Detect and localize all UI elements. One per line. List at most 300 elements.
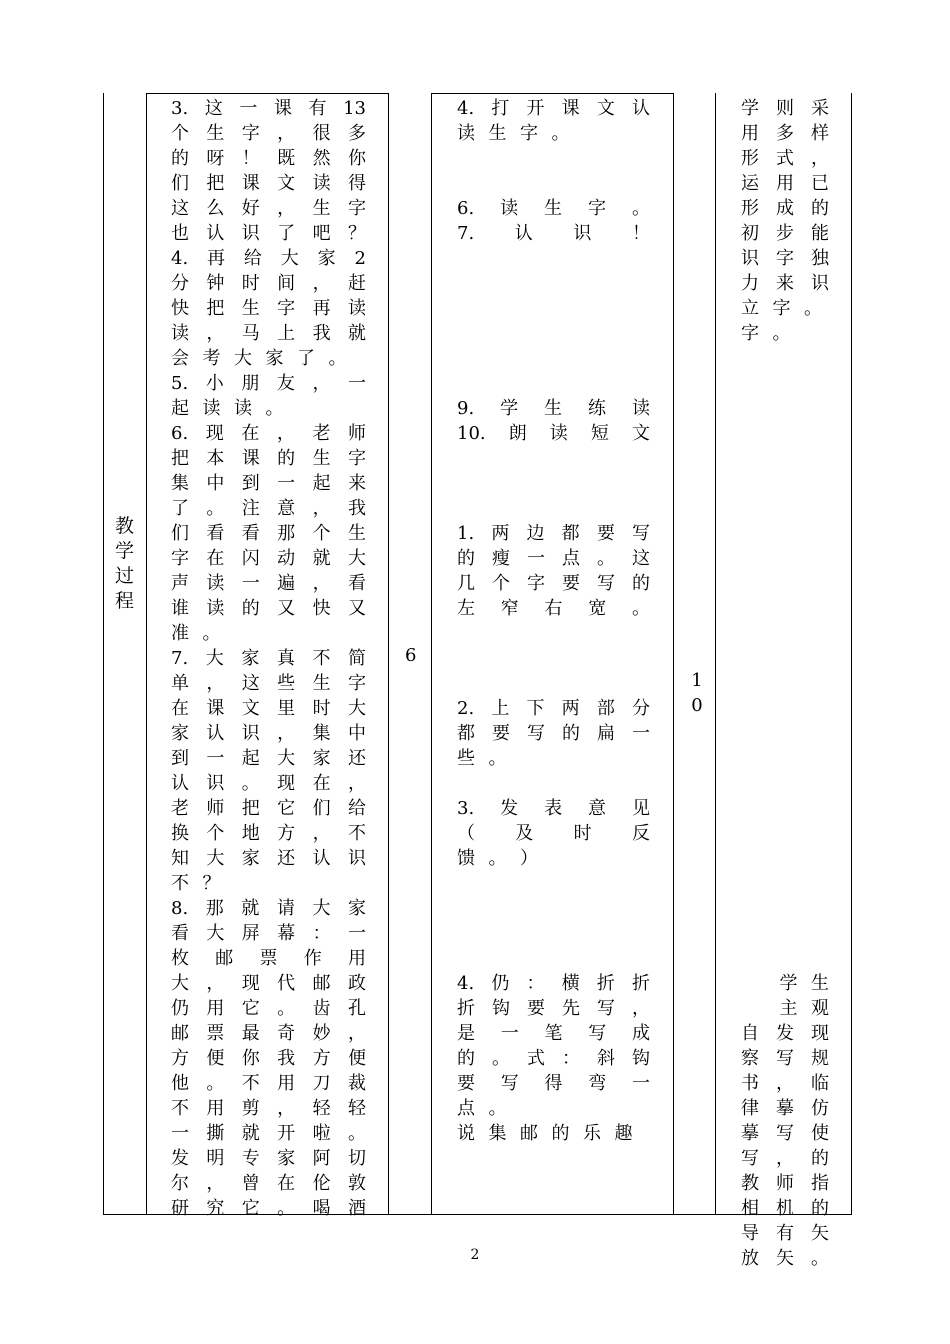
- glyph: 敦: [347, 1173, 366, 1194]
- glyph: 。: [488, 1098, 507, 1119]
- glyph: 一: [171, 1123, 189, 1144]
- text-line: [171, 296, 366, 321]
- text-line: [171, 621, 366, 646]
- glyph: 喝: [312, 1198, 331, 1219]
- glyph: 看: [241, 523, 260, 544]
- text-line: [171, 796, 366, 821]
- text-line: [741, 571, 829, 596]
- glyph: 马: [241, 323, 260, 344]
- glyph: 个: [312, 523, 331, 544]
- glyph: 知: [171, 848, 189, 869]
- glyph: 现: [205, 423, 224, 444]
- col-line-1: [103, 93, 104, 1215]
- glyph: 识: [206, 773, 225, 794]
- glyph: ，: [277, 198, 296, 219]
- text-line: [457, 171, 650, 196]
- glyph: ，: [811, 148, 829, 169]
- glyph: 把: [206, 173, 225, 194]
- glyph: 。: [811, 1248, 829, 1269]
- glyph: ？: [202, 873, 221, 894]
- text-line: [741, 496, 829, 521]
- glyph: ：: [562, 1048, 580, 1069]
- glyph: 弯: [588, 1073, 607, 1094]
- glyph: 机: [776, 1198, 794, 1219]
- glyph: 不: [347, 823, 366, 844]
- text-line: [171, 971, 366, 996]
- glyph: 在: [241, 423, 260, 444]
- glyph: 的: [632, 573, 650, 594]
- glyph: 式: [527, 1048, 545, 1069]
- glyph: 小: [205, 373, 224, 394]
- text-line: [457, 596, 650, 621]
- glyph: 4.: [457, 973, 475, 994]
- text-line: [741, 1171, 829, 1196]
- glyph: 识: [741, 248, 759, 269]
- glyph: 6.: [457, 198, 475, 219]
- text-line: [741, 546, 829, 571]
- text-line: [171, 346, 366, 371]
- glyph: ，: [277, 723, 296, 744]
- text-line: [171, 1171, 366, 1196]
- glyph: 立: [741, 298, 759, 319]
- glyph: 。: [492, 1048, 510, 1069]
- glyph: 里: [277, 698, 296, 719]
- text-line: [457, 121, 650, 146]
- glyph: 分: [171, 273, 189, 294]
- glyph: 2: [354, 248, 366, 269]
- glyph: ，: [312, 498, 331, 519]
- text-line: [457, 421, 650, 446]
- text-line: [171, 471, 366, 496]
- glyph: 时: [241, 273, 260, 294]
- glyph: ，: [347, 1023, 366, 1044]
- glyph: 在: [277, 1173, 296, 1194]
- glyph: 多: [347, 123, 366, 144]
- glyph: 们: [171, 173, 189, 194]
- glyph: 一: [632, 723, 650, 744]
- glyph: 遍: [277, 573, 296, 594]
- glyph: 注: [241, 498, 260, 519]
- glyph: 9.: [457, 398, 475, 419]
- glyph: 大: [347, 698, 366, 719]
- glyph: 的: [562, 723, 580, 744]
- glyph: 屏: [241, 923, 260, 944]
- glyph: 一: [239, 98, 258, 119]
- glyph: 作: [303, 948, 322, 969]
- glyph: 便: [347, 1048, 366, 1069]
- glyph: 它: [277, 798, 296, 819]
- glyph: 钩: [632, 1048, 650, 1069]
- text-line: [457, 696, 650, 721]
- text-line: [457, 521, 650, 546]
- text-line: [741, 446, 829, 471]
- glyph: 宽: [588, 598, 607, 619]
- text-line: [741, 921, 829, 946]
- glyph: 刀: [312, 1073, 331, 1094]
- student-activity-column: [457, 96, 650, 1146]
- glyph: 形: [741, 198, 759, 219]
- glyph: 短: [590, 423, 609, 444]
- glyph: 生: [347, 523, 366, 544]
- section-label-char: 教: [114, 515, 134, 537]
- section-label-char: 程: [114, 590, 134, 612]
- glyph: 表: [544, 798, 563, 819]
- glyph: 都: [457, 723, 475, 744]
- glyph: 已: [811, 173, 829, 194]
- glyph: 摹: [741, 1123, 759, 1144]
- glyph: 点: [457, 1098, 475, 1119]
- text-line: [741, 396, 829, 421]
- text-line: [171, 746, 366, 771]
- glyph: 动: [277, 548, 296, 569]
- time-cell-a: 6: [405, 645, 417, 666]
- glyph: 课: [241, 448, 260, 469]
- glyph: 明: [206, 1148, 225, 1169]
- glyph: ，: [206, 673, 225, 694]
- glyph: 1.: [457, 523, 475, 544]
- glyph: 票: [259, 948, 278, 969]
- glyph: 读: [171, 323, 189, 344]
- text-line: [741, 321, 829, 346]
- glyph: 来: [347, 473, 366, 494]
- glyph: 学: [741, 98, 759, 119]
- glyph: 读: [206, 573, 225, 594]
- glyph: 识: [241, 223, 260, 244]
- glyph: 它: [241, 1198, 260, 1219]
- glyph: ，: [312, 373, 331, 394]
- glyph: 7.: [171, 648, 189, 669]
- glyph: 起: [171, 398, 189, 419]
- glyph: 地: [241, 823, 260, 844]
- teacher-activity-column: [171, 96, 366, 1221]
- text-line: [741, 521, 829, 546]
- glyph: 生: [811, 973, 829, 994]
- glyph: 呀: [206, 148, 225, 169]
- glyph: ：: [312, 923, 331, 944]
- glyph: 家: [265, 348, 284, 369]
- text-line: [457, 921, 650, 946]
- text-line: [457, 1096, 650, 1121]
- text-line: [741, 971, 829, 996]
- glyph: ，: [277, 123, 296, 144]
- text-line: [171, 996, 366, 1021]
- glyph: 妙: [312, 1023, 331, 1044]
- glyph: 扁: [597, 723, 615, 744]
- glyph: 大: [312, 898, 331, 919]
- text-line: [171, 146, 366, 171]
- glyph: 仿: [811, 1098, 829, 1119]
- glyph: 我: [312, 323, 331, 344]
- text-line: [457, 671, 650, 696]
- col-line-6: [715, 93, 716, 1215]
- glyph: 察: [741, 1048, 759, 1069]
- glyph: 读: [206, 598, 225, 619]
- glyph: 采: [811, 98, 829, 119]
- glyph: 。: [206, 1073, 225, 1094]
- text-line: [457, 996, 650, 1021]
- glyph: ，: [347, 773, 366, 794]
- glyph: 就: [312, 548, 331, 569]
- glyph: 请: [276, 898, 295, 919]
- col-line-2: [146, 93, 147, 1215]
- glyph: ，: [206, 1173, 225, 1194]
- glyph: 要: [457, 1073, 475, 1094]
- glyph: 你: [241, 1048, 260, 1069]
- glyph: 个: [492, 573, 510, 594]
- glyph: 便: [206, 1048, 225, 1069]
- text-line: [171, 96, 366, 121]
- glyph: 则: [776, 98, 794, 119]
- glyph: 政: [347, 973, 366, 994]
- glyph: 教: [741, 1173, 759, 1194]
- text-line: [457, 296, 650, 321]
- glyph: 考: [202, 348, 221, 369]
- text-line: [741, 896, 829, 921]
- glyph: 一: [527, 548, 545, 569]
- text-line: [741, 696, 829, 721]
- glyph: 现: [241, 973, 260, 994]
- glyph: 读: [632, 398, 650, 419]
- glyph: ，: [632, 998, 650, 1019]
- glyph: 有: [308, 98, 327, 119]
- text-line: [741, 946, 829, 971]
- glyph: ，: [206, 323, 225, 344]
- glyph: 枚: [171, 948, 189, 969]
- glyph: 多: [776, 123, 794, 144]
- glyph: 就: [347, 323, 366, 344]
- glyph: ，: [277, 1098, 296, 1119]
- glyph: 生: [241, 298, 260, 319]
- glyph: 趣: [614, 1123, 633, 1144]
- glyph: 把: [171, 448, 189, 469]
- glyph: 下: [526, 698, 545, 719]
- glyph: 识: [811, 273, 829, 294]
- glyph: 切: [347, 1148, 366, 1169]
- glyph: 家: [277, 1148, 296, 1169]
- glyph: 曾: [241, 1173, 260, 1194]
- text-line: [457, 471, 650, 496]
- glyph: 它: [241, 998, 260, 1019]
- glyph: 读: [500, 198, 519, 219]
- glyph: 。: [597, 548, 615, 569]
- glyph: 写: [500, 1073, 519, 1094]
- col-line-3: [388, 93, 389, 1215]
- glyph: 字: [520, 123, 538, 144]
- text-line: [171, 671, 366, 696]
- glyph: 初: [741, 223, 759, 244]
- text-line: [741, 471, 829, 496]
- glyph: 给: [243, 248, 262, 269]
- glyph: 书: [741, 1073, 759, 1094]
- glyph: 学: [779, 973, 798, 994]
- glyph: 快: [312, 598, 331, 619]
- glyph: 指: [811, 1173, 829, 1194]
- glyph: 代: [277, 973, 296, 994]
- text-line: [171, 646, 366, 671]
- glyph: 大: [206, 923, 225, 944]
- glyph: 字: [347, 448, 366, 469]
- text-line: [171, 821, 366, 846]
- glyph: 写: [741, 1148, 759, 1169]
- glyph: 不: [312, 648, 331, 669]
- glyph: 闪: [241, 548, 260, 569]
- text-line: [741, 421, 829, 446]
- text-line: [171, 221, 366, 246]
- glyph: 7.: [457, 223, 475, 244]
- glyph: 读: [549, 423, 568, 444]
- glyph: 摹: [776, 1098, 794, 1119]
- glyph: 师: [206, 798, 225, 819]
- glyph: ，: [776, 1148, 794, 1169]
- text-line: [741, 346, 829, 371]
- text-line: [741, 121, 829, 146]
- glyph: 间: [277, 273, 296, 294]
- glyph: 瘦: [492, 548, 510, 569]
- glyph: 单: [171, 673, 189, 694]
- glyph: 在: [171, 698, 189, 719]
- glyph: 文: [596, 98, 615, 119]
- text-line: [457, 246, 650, 271]
- text-line: [741, 1096, 829, 1121]
- glyph: 剪: [241, 1098, 260, 1119]
- glyph: 的: [457, 1048, 475, 1069]
- text-line: [457, 721, 650, 746]
- time-digit: 0: [691, 695, 703, 716]
- glyph: 。: [265, 398, 284, 419]
- glyph: ！: [631, 223, 650, 244]
- glyph: 看: [206, 523, 225, 544]
- glyph: 临: [811, 1073, 829, 1094]
- glyph: 声: [171, 573, 189, 594]
- glyph: 家: [317, 248, 336, 269]
- glyph: 发: [776, 1023, 794, 1044]
- text-line: [171, 496, 366, 521]
- inner-top-left: [146, 93, 389, 94]
- glyph: 这: [632, 548, 650, 569]
- glyph: 式: [776, 148, 794, 169]
- glyph: 老: [171, 798, 189, 819]
- glyph: ！: [241, 148, 260, 169]
- text-line: [457, 646, 650, 671]
- glyph: 4.: [171, 248, 189, 269]
- glyph: 个: [171, 123, 189, 144]
- glyph: 窄: [500, 598, 519, 619]
- glyph: 的: [457, 548, 475, 569]
- text-line: [741, 196, 829, 221]
- glyph: 识: [573, 223, 592, 244]
- glyph: 阿: [312, 1148, 331, 1169]
- glyph: 步: [776, 223, 794, 244]
- glyph: 一: [632, 1073, 650, 1094]
- glyph: 乐: [583, 1123, 601, 1144]
- text-line: [741, 846, 829, 871]
- glyph: 分: [631, 698, 650, 719]
- glyph: 4.: [457, 98, 475, 119]
- glyph: 我: [347, 498, 366, 519]
- glyph: 邮: [171, 1023, 189, 1044]
- glyph: 一: [241, 573, 260, 594]
- glyph: 这: [241, 673, 260, 694]
- glyph: 最: [241, 1023, 260, 1044]
- glyph: 大: [206, 848, 225, 869]
- glyph: 。: [551, 123, 570, 144]
- glyph: 。: [206, 498, 225, 519]
- glyph: 发: [500, 798, 519, 819]
- glyph: 了: [277, 223, 296, 244]
- glyph: 力: [741, 273, 759, 294]
- glyph: 样: [811, 123, 829, 144]
- glyph: 8.: [171, 898, 189, 919]
- text-line: [171, 771, 366, 796]
- glyph: 大: [277, 748, 296, 769]
- glyph: 撕: [206, 1123, 225, 1144]
- section-label-char: 学: [114, 540, 134, 562]
- inner-top-mid: [431, 93, 674, 94]
- glyph: 练: [588, 398, 607, 419]
- glyph: 折: [596, 973, 615, 994]
- glyph: 起: [241, 748, 260, 769]
- glyph: 生: [206, 123, 225, 144]
- section-label-char: 过: [114, 565, 134, 587]
- glyph: 老: [312, 423, 331, 444]
- text-line: [171, 171, 366, 196]
- text-line: [741, 1221, 829, 1246]
- text-line: [741, 246, 829, 271]
- glyph: 些: [457, 748, 475, 769]
- text-line: [171, 371, 366, 396]
- text-line: [457, 496, 650, 521]
- text-line: [457, 1021, 650, 1046]
- glyph: 现: [277, 773, 296, 794]
- glyph: 用: [206, 1098, 225, 1119]
- glyph: 酒: [347, 1198, 366, 1219]
- glyph: 再: [207, 248, 226, 269]
- glyph: 集: [488, 1123, 507, 1144]
- glyph: 认: [206, 223, 225, 244]
- glyph: 矢: [776, 1248, 794, 1269]
- glyph: 形: [741, 148, 759, 169]
- glyph: 律: [741, 1098, 759, 1119]
- glyph: 用: [776, 173, 794, 194]
- glyph: 字: [171, 548, 189, 569]
- glyph: 大: [205, 648, 224, 669]
- glyph: 写: [776, 1048, 794, 1069]
- glyph: 究: [206, 1198, 225, 1219]
- glyph: 朋: [241, 373, 260, 394]
- glyph: 就: [241, 1123, 260, 1144]
- text-line: [741, 271, 829, 296]
- design-intent-column: [741, 96, 829, 1271]
- glyph: 点: [562, 548, 580, 569]
- text-line: [457, 571, 650, 596]
- glyph: 横: [561, 973, 580, 994]
- glyph: 家: [348, 898, 366, 919]
- glyph: 认: [514, 223, 533, 244]
- glyph: 轻: [347, 1098, 366, 1119]
- glyph: 边: [526, 523, 545, 544]
- glyph: 换: [171, 823, 189, 844]
- glyph: ：: [526, 973, 545, 994]
- glyph: 家: [241, 848, 260, 869]
- glyph: 课: [241, 173, 260, 194]
- glyph: 方: [312, 1048, 331, 1069]
- glyph: 不: [241, 1073, 260, 1094]
- glyph: 意: [277, 498, 296, 519]
- glyph: 我: [277, 1048, 296, 1069]
- glyph: 啦: [312, 1123, 331, 1144]
- glyph: 方: [277, 823, 296, 844]
- glyph: 看: [171, 923, 189, 944]
